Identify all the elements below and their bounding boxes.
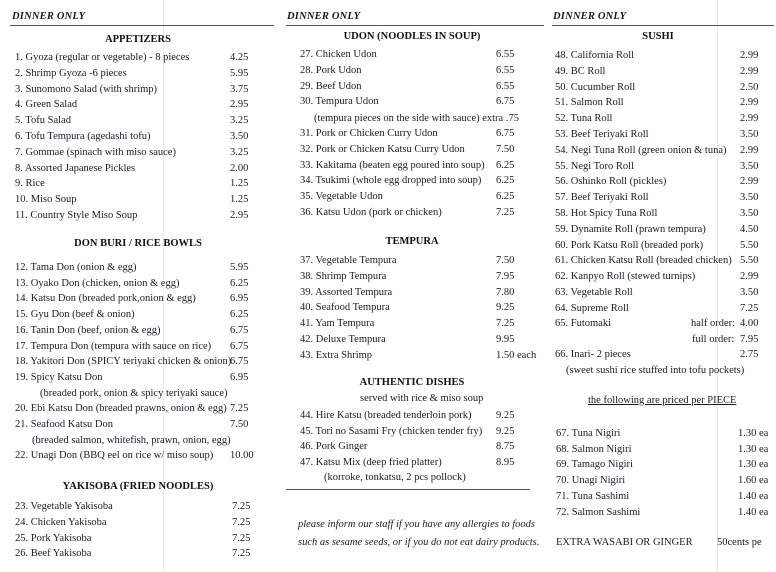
item-name: 25. Pork Yakisoba	[15, 532, 92, 544]
dinner-only-label: DINNER ONLY	[12, 11, 86, 22]
item-name: 15. Gyu Don (beef & onion)	[15, 309, 135, 321]
header-rule	[10, 25, 274, 26]
menu-item	[555, 127, 770, 142]
menu-item	[555, 64, 770, 79]
item-name: 34. Tsukimi (whole egg dropped into soup)	[300, 175, 482, 187]
item-price: 2.99	[740, 144, 759, 156]
section-title-donburi: DON BURI / RICE BOWLS	[74, 238, 202, 249]
item-price: 5.50	[740, 255, 759, 267]
item-name: 48. California Roll	[555, 50, 635, 61]
menu-item	[300, 316, 540, 331]
menu-item	[15, 66, 270, 81]
item-name: 54. Negi Tuna Roll (green onion & tuna)	[555, 144, 727, 156]
item-name: 68. Salmon Nigiri	[556, 443, 632, 455]
item-price: 1.40 ea	[738, 506, 769, 518]
item-name: 42. Deluxe Tempura	[300, 334, 386, 345]
half-order-price: 4.00	[740, 318, 759, 329]
menu-item	[555, 174, 770, 189]
item-price: 2.50	[740, 81, 759, 93]
menu-item	[15, 276, 275, 291]
item-name: 56. Oshinko Roll (pickles)	[555, 176, 667, 188]
item-price: 4.25	[230, 52, 249, 63]
item-name: 46. Pork Ginger	[300, 441, 368, 453]
item-price: 2.99	[740, 176, 759, 188]
item-name: 55. Negi Toro Roll	[555, 160, 634, 172]
authentic-subtitle: served with rice & miso soup	[360, 393, 484, 404]
item-price: 2.99	[740, 113, 759, 125]
item-price: 7.25	[232, 548, 251, 560]
item-name: 21. Seafood Katsu Don	[15, 419, 113, 430]
item-name: 10. Miso Soup	[15, 194, 77, 206]
item-price: 9.25	[496, 410, 515, 421]
item-price: 50cents pe	[717, 537, 762, 548]
menu-item	[15, 307, 275, 322]
item-name: 22. Unagi Don (BBQ eel on rice w/ miso soup)	[15, 450, 214, 462]
menu-item	[15, 145, 270, 160]
dinner-only-label: DINNER ONLY	[553, 11, 627, 22]
item-name: 19. Spicy Katsu Don	[15, 371, 103, 383]
item-name: 28. Pork Udon	[300, 64, 362, 76]
item-price: 6.25	[496, 159, 515, 171]
item-name: 38. Shrimp Tempura	[300, 270, 387, 282]
menu-item	[15, 546, 270, 561]
item-price: 6.75	[496, 96, 515, 108]
extra-wasabi-ginger	[556, 535, 776, 550]
menu-item	[15, 515, 270, 530]
menu-item	[555, 269, 770, 284]
item-name: 6. Tofu Tempura (agedashi tofu)	[15, 131, 151, 142]
menu-item	[555, 159, 770, 174]
item-price: 7.95	[496, 270, 515, 282]
menu-item	[555, 190, 770, 205]
section-title-yakisoba: YAKISOBA (FRIED NOODLES)	[62, 481, 214, 492]
menu-item	[555, 222, 770, 237]
item-price: 1.25	[230, 194, 249, 206]
menu-item	[555, 48, 770, 63]
menu-item	[15, 50, 270, 65]
menu-item	[300, 47, 540, 62]
item-47-description: (korroke, tonkatsu, 2 pcs pollock)	[324, 472, 466, 483]
item-price: 3.75	[230, 83, 249, 95]
item-name: 17. Tempura Don (tempura with sauce on rice)	[15, 340, 212, 352]
item-name: 69. Tamago Nigiri	[556, 459, 633, 471]
item-price: 7.50	[496, 255, 515, 266]
menu-item	[15, 401, 275, 416]
item-name: 9. Rice	[15, 178, 45, 190]
item-name: 53. Beef Teriyaki Roll	[555, 129, 649, 140]
item-name: 31. Pork or Chicken Curry Udon	[300, 128, 438, 139]
menu-item	[555, 80, 770, 95]
menu-item	[15, 370, 275, 385]
item-price: 1.30 ea	[738, 428, 769, 439]
item-name: 41. Yam Tempura	[300, 318, 375, 330]
full-order-price: 7.95	[740, 334, 759, 345]
item-name: 14. Katsu Don (breaded pork,onion & egg)	[15, 293, 196, 305]
menu-item	[300, 408, 540, 423]
item-price: 9.25	[496, 302, 515, 314]
item-name: 4. Green Salad	[15, 99, 78, 111]
item-price: 6.75	[230, 356, 249, 368]
menu-item	[300, 142, 540, 157]
item-price: 6.75	[230, 324, 249, 336]
menu-item	[300, 455, 540, 470]
menu-item	[300, 439, 540, 454]
item-name: 33. Kakitama (beaten egg poured into soup)	[300, 159, 485, 171]
item-price: 7.25	[232, 532, 251, 544]
menu-item	[15, 176, 270, 191]
item-19-description: (breaded pork, onion & spicy teriyaki sauce)	[40, 388, 228, 399]
item-name: 57. Beef Teriyaki Roll	[555, 192, 649, 204]
item-price: 3.50	[740, 287, 759, 298]
menu-item	[300, 253, 540, 268]
item-price: 6.55	[496, 64, 515, 76]
allergy-note-line-1: please inform our staff if you have any allergies to foods	[298, 519, 536, 530]
item-name: 1. Gyoza (regular or vegetable) - 8 pieces	[15, 52, 190, 63]
item-price: 3.50	[230, 131, 249, 142]
dinner-only-label: DINNER ONLY	[287, 11, 361, 22]
menu-item	[300, 63, 540, 78]
item-price: 7.25	[232, 501, 251, 512]
menu-item	[556, 426, 776, 441]
item-price: 2.75	[740, 349, 759, 360]
item-name: 5. Tofu Salad	[15, 115, 71, 127]
item-name: 12. Tama Don (onion & egg)	[15, 262, 137, 273]
item-price: 2.00	[230, 162, 249, 174]
menu-item	[556, 473, 776, 488]
item-name: 52. Tuna Roll	[555, 113, 613, 125]
item-30-description: (tempura pieces on the side with sauce) extra .75	[314, 113, 519, 124]
menu-item-futomaki-full	[555, 332, 770, 347]
item-price: 2.99	[740, 271, 759, 283]
item-name: 62. Kanpyo Roll (stewed turnips)	[555, 271, 696, 283]
item-name: 47. Katsu Mix (deep fried platter)	[300, 456, 442, 468]
item-price: 1.25	[230, 178, 249, 190]
item-price: 7.80	[496, 286, 515, 298]
header-rule	[552, 25, 774, 26]
column-left	[0, 0, 276, 572]
menu-item	[555, 143, 770, 158]
menu-item	[15, 192, 270, 207]
menu-item	[300, 332, 540, 347]
menu-item	[15, 499, 270, 514]
item-name: 7. Gommae (spinach with miso sauce)	[15, 146, 176, 158]
item-name: 18. Yakitori Don (SPICY teriyaki chicken & onion)	[15, 356, 232, 368]
menu-item	[15, 208, 270, 223]
item-name: 61. Chicken Katsu Roll (breaded chicken)	[555, 255, 732, 267]
item-price: 7.25	[496, 207, 515, 218]
menu-item	[300, 189, 540, 204]
item-price: 5.95	[230, 67, 249, 79]
item-name: 30. Tempura Udon	[300, 96, 379, 108]
menu-item	[15, 417, 275, 432]
item-price: 1.40 ea	[738, 490, 769, 502]
item-price: 2.99	[740, 97, 759, 109]
item-name: 50. Cucumber Roll	[555, 81, 636, 93]
item-price: 7.25	[232, 516, 251, 528]
menu-item	[300, 158, 540, 173]
item-price: 3.50	[740, 160, 759, 172]
menu-item	[15, 82, 270, 97]
item-name: 43. Extra Shrimp	[300, 349, 373, 361]
item-price: 10.00	[230, 450, 254, 462]
menu-item	[556, 442, 776, 457]
menu-item	[15, 291, 275, 306]
menu-item	[300, 285, 540, 300]
item-name: 29. Beef Udon	[300, 80, 362, 92]
menu-item	[15, 339, 275, 354]
item-name: 44. Hire Katsu (breaded tenderloin pork)	[300, 410, 472, 421]
section-title-authentic: AUTHENTIC DISHES	[359, 377, 465, 388]
item-price: 6.55	[496, 80, 515, 92]
per-piece-note: the following are priced per PIECE	[588, 395, 737, 406]
menu-item	[556, 457, 776, 472]
menu-item	[300, 205, 540, 220]
menu-item	[15, 113, 270, 128]
item-price: 1.30 ea	[738, 443, 769, 455]
item-name: 23. Vegetable Yakisoba	[15, 501, 113, 512]
item-name: 36. Katsu Udon (pork or chicken)	[300, 207, 442, 218]
item-name: 16. Tanin Don (beef, onion & egg)	[15, 324, 161, 336]
item-price: 3.50	[740, 129, 759, 140]
item-name: 51. Salmon Roll	[555, 97, 624, 109]
item-price: 6.75	[496, 128, 515, 139]
item-name: 63. Vegetable Roll	[555, 287, 633, 298]
item-name: 26. Beef Yakisoba	[15, 548, 92, 560]
item-price: 6.25	[230, 277, 249, 289]
menu-item	[15, 448, 275, 463]
item-price: 3.50	[740, 192, 759, 204]
menu-item	[300, 348, 540, 363]
section-title-udon: UDON (NOODLES IN SOUP)	[343, 31, 481, 42]
menu-item	[555, 95, 770, 110]
inari-description: (sweet sushi rice stuffed into tofu pockets)	[566, 365, 745, 376]
item-price: 2.99	[740, 50, 759, 61]
menu-item-futomaki	[555, 316, 770, 331]
item-price: 7.25	[230, 403, 249, 415]
item-name: EXTRA WASABI OR GINGER	[556, 537, 693, 548]
item-price: 3.25	[230, 146, 249, 158]
menu-item	[15, 129, 270, 144]
item-price: 6.75	[230, 340, 249, 352]
item-price: 7.50	[230, 419, 249, 430]
item-21-description: (breaded salmon, whitefish, prawn, onion, egg)	[32, 435, 231, 446]
menu-item	[15, 161, 270, 176]
item-price: 9.95	[496, 334, 515, 345]
menu-item	[300, 79, 540, 94]
header-rule	[286, 25, 544, 26]
item-name: 72. Salmon Sashimi	[556, 506, 641, 518]
item-price: 4.50	[740, 223, 759, 235]
item-price: 3.25	[230, 115, 249, 127]
menu-item	[300, 173, 540, 188]
item-name: 11. Country Style Miso Soup	[15, 210, 138, 221]
item-price: 6.95	[230, 371, 249, 383]
item-price: 5.95	[230, 262, 249, 273]
item-price: 6.25	[230, 309, 249, 321]
menu-item	[300, 269, 540, 284]
item-name: 71. Tuna Sashimi	[556, 490, 630, 502]
item-price: 3.50	[740, 208, 759, 219]
menu-item	[556, 505, 776, 520]
item-price: 7.25	[496, 318, 515, 330]
item-name: 35. Vegetable Udon	[300, 191, 383, 203]
item-name: 27. Chicken Udon	[300, 49, 377, 60]
item-name: 66. Inari- 2 pieces	[555, 349, 631, 360]
menu-item	[300, 126, 540, 141]
item-price: 6.25	[496, 175, 515, 187]
menu-item	[15, 260, 275, 275]
item-price: 8.95	[496, 456, 515, 468]
full-order-label: full order:	[692, 334, 735, 345]
menu-item	[300, 300, 540, 315]
item-price: 1.30 ea	[738, 459, 769, 471]
item-price: 7.50	[496, 143, 515, 155]
item-name: 65. Futomaki	[555, 318, 612, 329]
item-name: 67. Tuna Nigiri	[556, 428, 621, 439]
item-price: 6.95	[230, 293, 249, 305]
menu-item	[15, 531, 270, 546]
menu-item	[555, 301, 770, 316]
menu-item	[555, 253, 770, 268]
item-price: 8.75	[496, 441, 515, 453]
menu-item	[555, 285, 770, 300]
divider-rule	[286, 489, 530, 490]
item-name: 45. Tori no Sasami Fry (chicken tender fry)	[300, 425, 483, 437]
item-name: 40. Seafood Tempura	[300, 302, 390, 314]
menu-item	[300, 94, 540, 109]
menu-item	[555, 206, 770, 221]
item-name: 32. Pork or Chicken Katsu Curry Udon	[300, 143, 465, 155]
item-name: 8. Assorted Japanese Pickles	[15, 162, 136, 174]
item-name: 58. Hot Spicy Tuna Roll	[555, 208, 658, 219]
item-name: 3. Sunomono Salad (with shrimp)	[15, 83, 158, 95]
item-name: 2. Shrimp Gyoza -6 pieces	[15, 67, 127, 79]
menu-item	[15, 323, 275, 338]
menu-item	[15, 354, 275, 369]
section-title-sushi: SUSHI	[642, 31, 674, 42]
item-name: 59. Dynamite Roll (prawn tempura)	[555, 223, 706, 235]
item-name: 13. Oyako Don (chicken, onion & egg)	[15, 277, 180, 289]
menu-item	[300, 424, 540, 439]
item-price: 1.60 ea	[738, 475, 769, 487]
allergy-note-line-2: such as sesame seeds, or if you do not eat dairy products.	[298, 537, 540, 548]
item-price: 9.25	[496, 425, 515, 437]
menu-item-inari	[555, 347, 770, 362]
menu-item	[555, 238, 770, 253]
item-price: 2.99	[740, 65, 759, 77]
item-name: 20. Ebi Katsu Don (breaded prawns, onion & egg)	[15, 403, 227, 415]
item-name: 60. Pork Katsu Roll (breaded pork)	[555, 239, 704, 251]
section-title-tempura: TEMPURA	[385, 236, 439, 247]
item-name: 24. Chicken Yakisoba	[15, 516, 107, 528]
column-middle	[282, 0, 542, 572]
menu-item	[555, 111, 770, 126]
menu-item	[15, 97, 270, 112]
item-name: 64. Supreme Roll	[555, 302, 629, 314]
item-price: 6.25	[496, 191, 515, 203]
item-name: 70. Unagi Nigiri	[556, 475, 626, 487]
item-name: 49. BC Roll	[555, 65, 606, 77]
item-name: 39. Assorted Tempura	[300, 286, 393, 298]
item-price: 1.50 each	[496, 349, 537, 361]
menu-item	[556, 489, 776, 504]
half-order-label: half order:	[691, 318, 736, 329]
column-right	[548, 0, 776, 572]
section-title-appetizers: APPETIZERS	[105, 34, 171, 45]
item-price: 5.50	[740, 239, 759, 251]
item-name: 37. Vegetable Tempura	[300, 255, 397, 266]
item-price: 2.95	[230, 210, 249, 221]
item-price: 6.55	[496, 49, 515, 60]
item-price: 2.95	[230, 99, 249, 111]
item-price: 7.25	[740, 302, 759, 314]
